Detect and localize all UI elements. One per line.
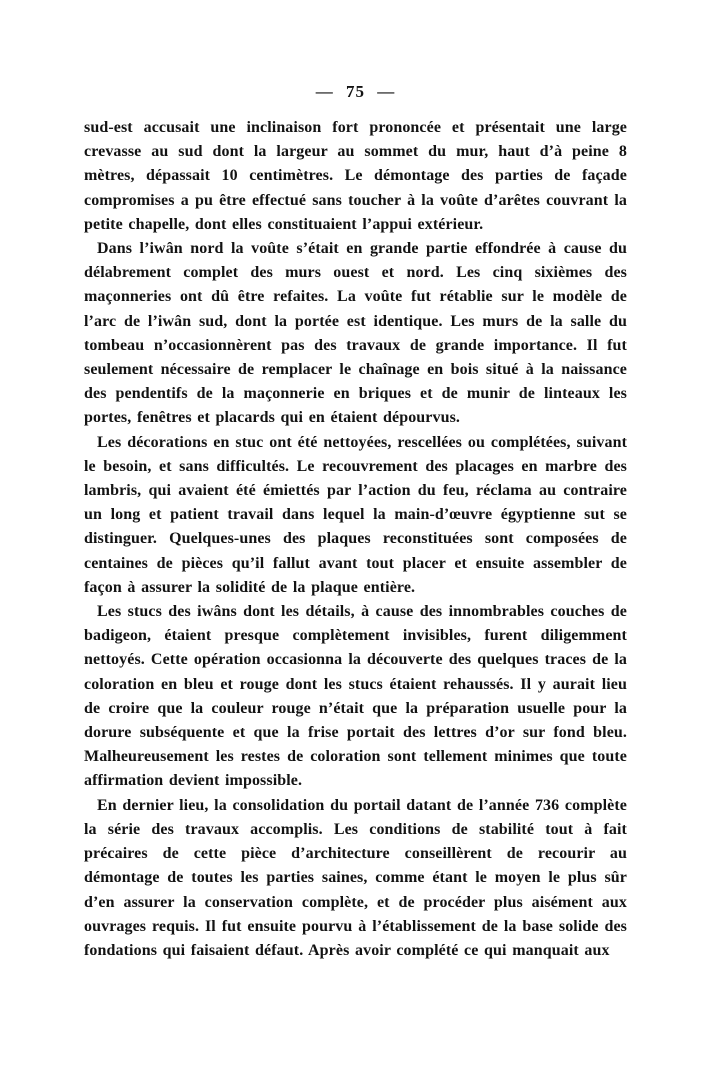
page-number: — 75 — [315, 82, 396, 101]
paragraph: Dans l’iwân nord la voûte s’était en grande partie effondrée à cause du délabrement complet des murs ouest et nord. Les cinq sixièmes des maçonneries ont dû être refaites. La voûte fut rétablie sur le modèle de l’arc de l’iwân sud, dont la portée est identique. Les murs de la salle du tombeau n’occasionnèrent pas des travaux de grande importance. Il fut seulement nécessaire de remplacer le chaînage en bois situé à la naissance des pendentifs de la maçonnerie en briques et de munir de linteaux les portes, fenêtres et placards qui en étaient dépourvus. [84, 240, 627, 427]
paragraph: Les décorations en stuc ont été nettoyées, rescellées ou complétées, suivant le besoin, et sans difficultés. Le recouvrement des placages en marbre des lambris, qui avaient été émiettés par l’action du feu, réclama au contraire un long et patient travail dans lequel la main-d’œuvre égyptienne sut se distinguer. Quelques-unes des plaques reconstituées sont composées de centaines de pièces qu’il fallut avant tout placer et ensuite assembler de façon à assurer la solidité de la plaque entière. [84, 433, 627, 596]
text-block [84, 116, 627, 963]
paragraph: Les stucs des iwâns dont les détails, à cause des innombrables couches de badigeon, étaient presque complètement invisibles, furent diligemment nettoyés. Cette opération occasionna la découverte des quelques traces de la coloration en bleu et rouge dont les stucs étaient rehaussés. Il y aurait lieu de croire que la couleur rouge n’était que la préparation usuelle pour la dorure subséquente et que la frise portait des lettres d’or sur fond bleu. Malheureusement les restes de coloration sont tellement minimes que toute affirmation devient impossible. [84, 603, 627, 790]
paragraph: En dernier lieu, la consolidation du portail datant de l’année 736 complète la série des travaux accomplis. Les conditions de stabilité tout à fait précaires de cette pièce d’architecture conseillèrent de recourir au démontage de toutes les parties saines, comme étant le moyen le plus sûr d’en assurer la conservation complète, et de procéder plus aisément aux ouvrages requis. Il fut ensuite pourvu à l’établissement de la base solide des fondations qui faisaient défaut. Après avoir complété ce qui manquait aux [84, 796, 627, 959]
paragraph-continued-from-previous-page: sud-est accusait une inclinaison fort prononcée et présentait une large crevasse au sud dont la largeur au sommet du mur, haut d’à peine 8 mètres, dépassait 10 centimètres. Le démontage des parties de façade compromises a pu être effectué sans toucher à la voûte d’arêtes couvrant la petite chapelle, dont elles constituaient l’appui extérieur. [84, 119, 627, 233]
